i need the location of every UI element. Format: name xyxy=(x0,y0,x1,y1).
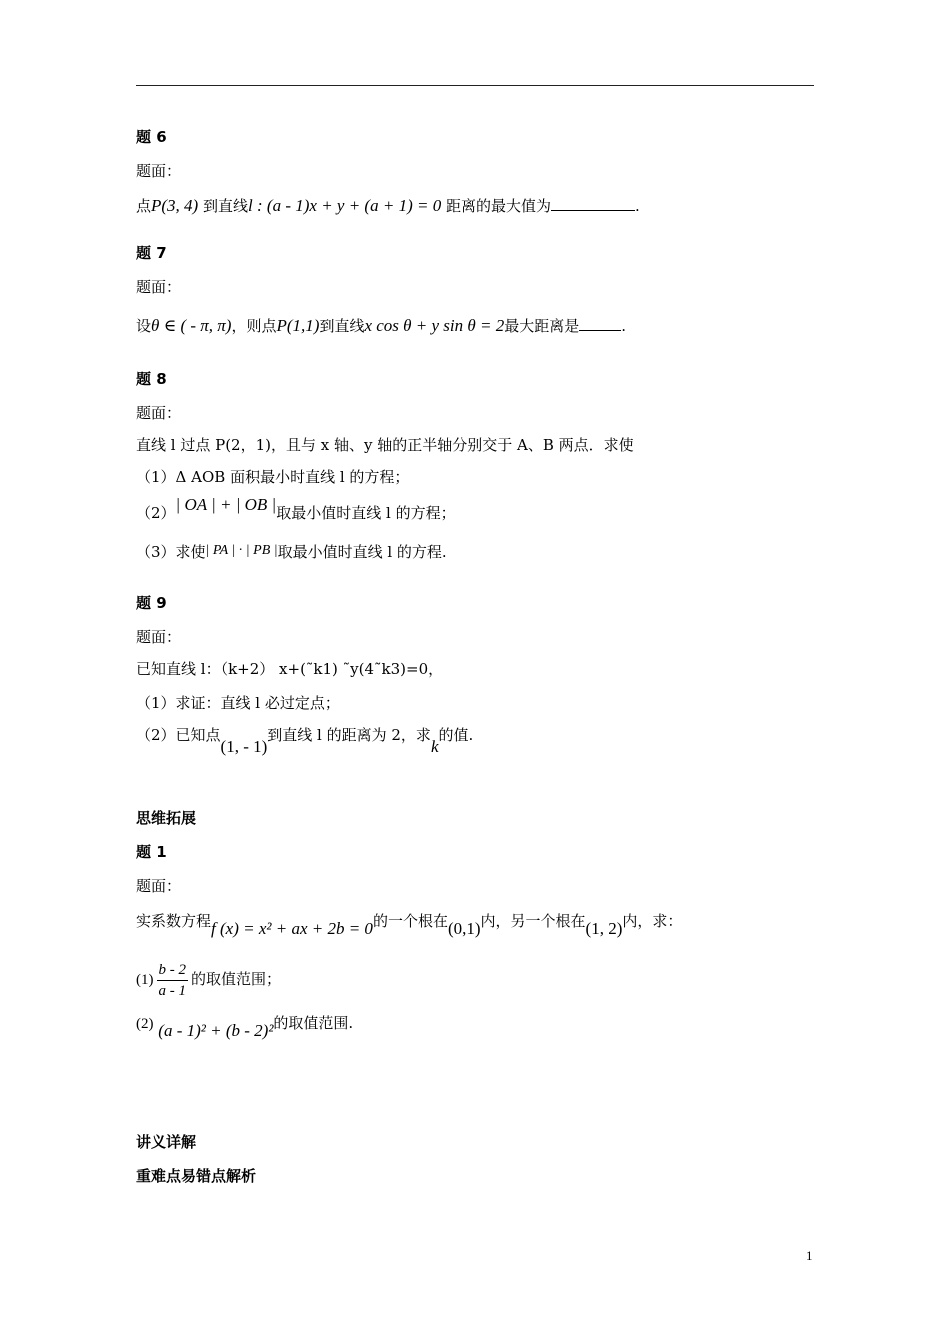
q8-item3 xyxy=(136,542,447,564)
q8-item1: （1）Δ AOB 面积最小时直线 l 的方程； xyxy=(136,468,410,486)
q7-heading: 题 7 xyxy=(136,244,167,262)
ext-item2-num: (2) xyxy=(136,1016,154,1032)
ext-interval2: (1, 2) xyxy=(585,919,623,938)
q8-item3-math: | PA | · | PB | xyxy=(205,543,278,558)
ext-section-title: 思维拓展 xyxy=(136,809,197,827)
q8-item2-text: 取最小值时直线 l 的方程； xyxy=(276,504,456,522)
q7-t4: 最大距离是 xyxy=(504,317,580,335)
q9-item2 xyxy=(136,725,474,756)
q7-t3: 到直线 xyxy=(319,317,365,335)
q6-t1: 点 xyxy=(136,197,152,215)
q6-point: P(3, 4) xyxy=(151,196,199,215)
q7-t1: 设 xyxy=(136,317,152,335)
q6-t2: 到直线 xyxy=(203,197,249,215)
q8-item2 xyxy=(136,495,456,523)
ext-t1: 实系数方程 xyxy=(136,912,212,930)
q9-item2-num: （2）已知点 xyxy=(136,726,221,744)
q8-label: 题面： xyxy=(136,404,182,422)
q8-item3-text: 取最小值时直线 l 的方程. xyxy=(277,543,447,561)
ext-item1-num: (1) xyxy=(136,972,154,988)
q9-item2-end: 的值. xyxy=(438,726,474,744)
q6-end: . xyxy=(635,197,640,215)
q7-line-eq: x cos θ + y sin θ = 2 xyxy=(364,316,505,335)
q9-item2-k: k xyxy=(430,737,439,756)
q7-end: . xyxy=(621,317,627,335)
q9-heading: 题 9 xyxy=(136,594,167,612)
q6-body xyxy=(136,196,640,216)
section-lecture: 讲义详解 xyxy=(136,1133,197,1151)
ext-equation: f (x) = x² + ax + 2b = 0 xyxy=(211,919,373,938)
ext-fraction-numerator: b - 2 xyxy=(157,960,189,981)
ext-item1 xyxy=(136,957,281,1002)
ext-stem xyxy=(136,911,683,938)
q8-item2-num: （2） xyxy=(136,504,176,522)
ext-t2: 的一个根在 xyxy=(372,912,448,930)
q8-stem: 直线 l 过点 P(2，1)，且与 x 轴、y 轴的正半轴分别交于 A、B 两点．求使 xyxy=(136,436,634,454)
ext-fraction xyxy=(157,960,189,1001)
section-key-points: 重难点易错点解析 xyxy=(136,1167,257,1185)
ext-item2-text: 的取值范围. xyxy=(273,1014,354,1032)
ext-fraction-denominator: a - 1 xyxy=(158,982,186,999)
q9-stem: 已知直线 l：（k+2） x+(˜k1) ˜y(4˜k3)=0， xyxy=(136,660,444,678)
q7-theta-range: θ ∈ ( - π, π) xyxy=(151,316,232,335)
ext-t3: 内，另一个根在 xyxy=(480,912,586,930)
ext-item2 xyxy=(136,1013,354,1040)
q7-body xyxy=(136,316,626,336)
q9-label: 题面： xyxy=(136,628,182,646)
q9-item1: （1）求证：直线 l 必过定点； xyxy=(136,694,340,712)
q7-label: 题面： xyxy=(136,278,182,296)
q7-t2: ，则点 xyxy=(231,317,277,335)
q8-item3-num: （3）求使 xyxy=(136,543,206,561)
q9-item2-point: (1, - 1) xyxy=(220,737,268,756)
q8-item2-math: | OA | + | OB | xyxy=(175,495,277,514)
ext-interval1: (0,1) xyxy=(447,919,481,938)
q6-t3: 距离的最大值为 xyxy=(445,197,551,215)
q7-point: P(1,1) xyxy=(276,316,320,335)
q6-label: 题面： xyxy=(136,162,182,180)
q8-heading: 题 8 xyxy=(136,370,167,388)
answer-blank xyxy=(579,330,621,331)
q6-heading: 题 6 xyxy=(136,128,167,146)
q6-line-eq: l : (a - 1)x + y + (a + 1) = 0 xyxy=(248,196,442,215)
page-number: 1 xyxy=(806,1248,813,1263)
ext-item2-math: (a - 1)² + (b - 2)² xyxy=(158,1021,274,1040)
ext-heading: 题 1 xyxy=(136,843,167,861)
ext-t4: 内，求： xyxy=(622,912,683,930)
ext-label: 题面： xyxy=(136,877,182,895)
ext-item1-text: 的取值范围； xyxy=(191,970,282,988)
header-rule xyxy=(136,85,814,86)
q9-item2-text: 到直线 l 的距离为 2，求 xyxy=(267,726,431,744)
answer-blank xyxy=(551,210,635,211)
